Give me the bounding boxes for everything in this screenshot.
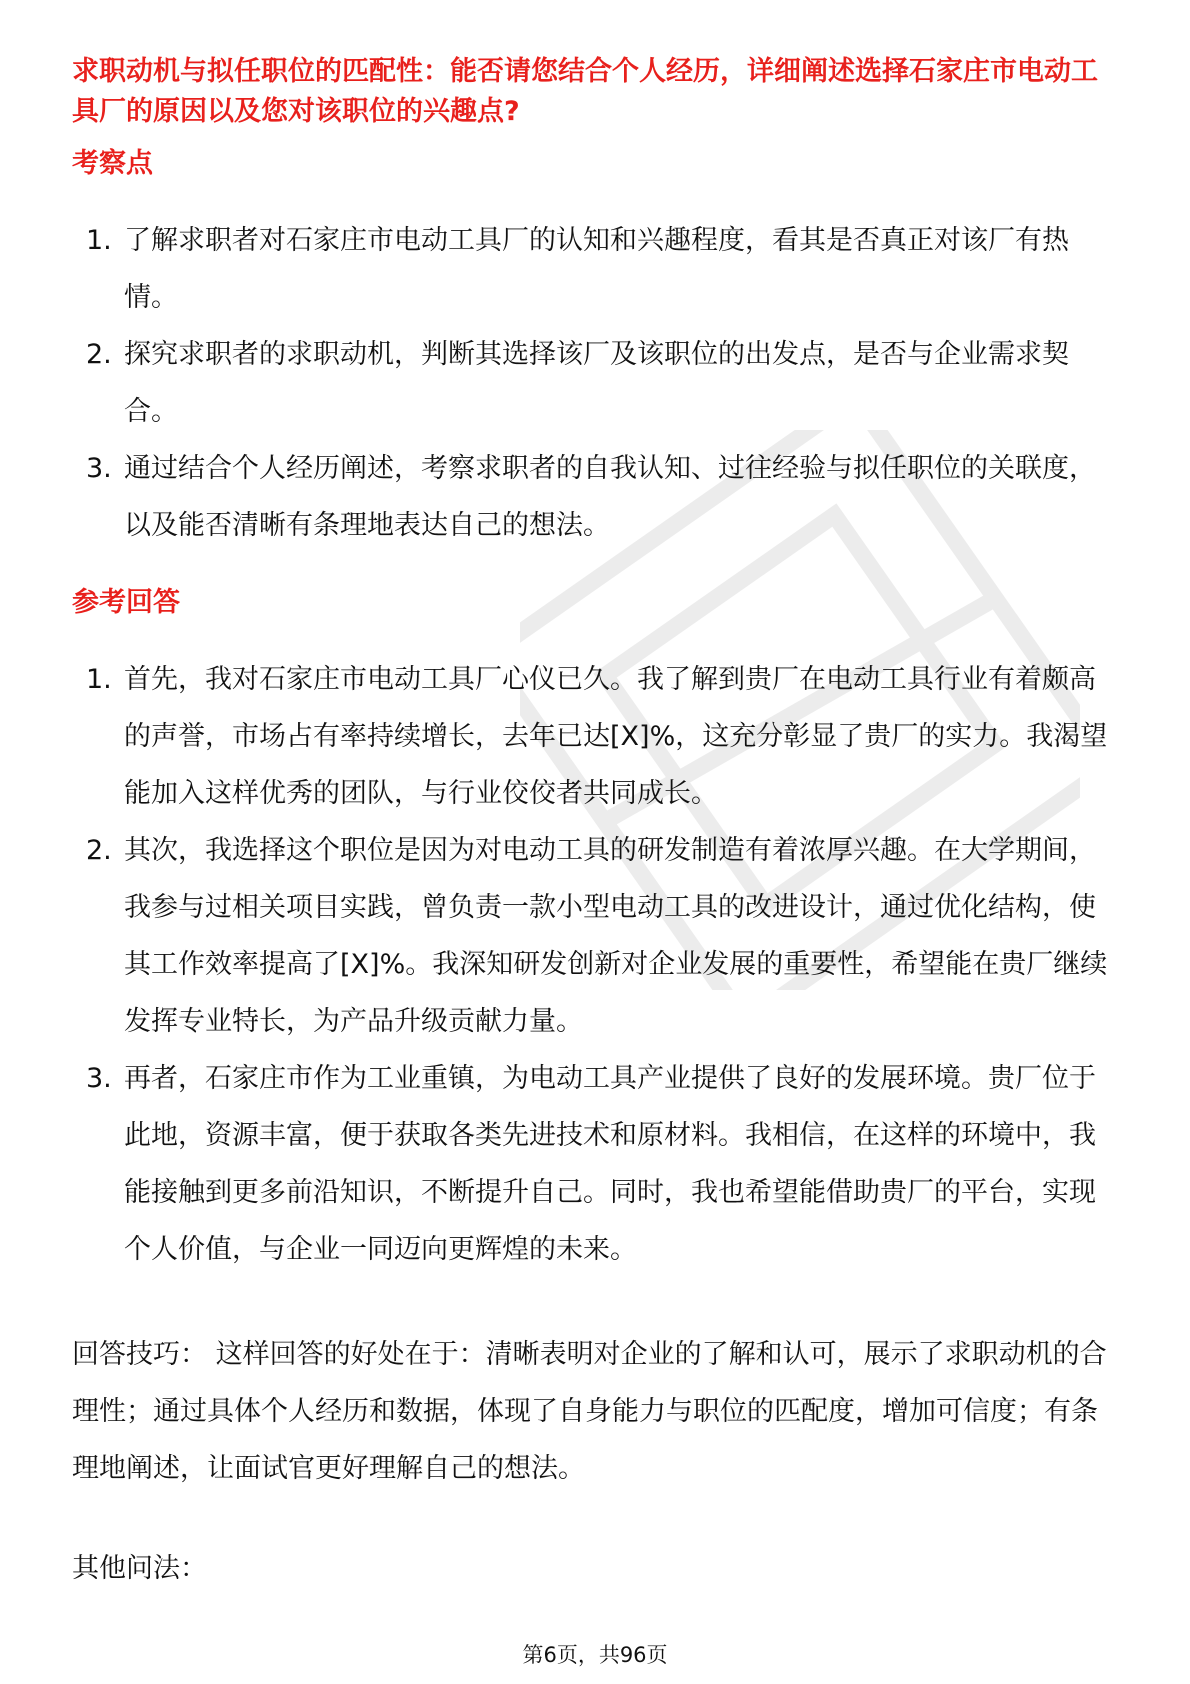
list-item-text: 再者，石家庄市作为工业重镇，为电动工具产业提供了良好的发展环境。贵厂位于此地，资源丰富，便于获取各类先进技术和原材料。我相信，在这样的环境中，我能接触到更多前沿知识，不断提升自己。同时，我也希望能借助贵厂的平台，实现个人价值，与企业一同迈向更辉煌的未来。 — [124, 1063, 1096, 1265]
list-item — [72, 326, 1122, 440]
list-item — [72, 440, 1122, 554]
list-item-text: 其次，我选择这个职位是因为对电动工具的研发制造有着浓厚兴趣。在大学期间，我参与过相关项目实践，曾负责一款小型电动工具的改进设计，通过优化结构，使其工作效率提高了[X]%。我深知研发创新对企业发展的重要性，希望能在贵厂继续发挥专业特长，为产品升级贡献力量。 — [124, 835, 1108, 1037]
list-item-text: 首先，我对石家庄市电动工具厂心仪已久。我了解到贵厂在电动工具行业有着颇高的声誉，市场占有率持续增长，去年已达[X]%，这充分彰显了贵厂的实力。我渴望能加入这样优秀的团队，与行业佼佼者共同成长。 — [124, 664, 1108, 809]
answer-tips: 回答技巧： 这样回答的好处在于：清晰表明对企业的了解和认可，展示了求职动机的合理性；通过具体个人经历和数据，体现了自身能力与职位的匹配度，增加可信度；有条理地阐述，让面试官更好理解自己的想法。 — [72, 1339, 1107, 1484]
list-item — [72, 212, 1122, 326]
list-item-number: 1. — [86, 225, 112, 256]
list-item — [72, 1050, 1122, 1278]
cankao-list — [72, 651, 1122, 1278]
list-item-number: 3. — [86, 453, 112, 484]
other-questions-label: 其他问法： — [72, 1553, 207, 1584]
list-item-number: 2. — [86, 835, 112, 866]
list-item-text: 通过结合个人经历阐述，考察求职者的自我认知、过往经验与拟任职位的关联度，以及能否清晰有条理地表达自己的想法。 — [124, 453, 1096, 541]
list-item-number: 3. — [86, 1063, 112, 1094]
list-item — [72, 651, 1122, 822]
question-title: 求职动机与拟任职位的匹配性：能否请您结合个人经历，详细阐述选择石家庄市电动工具厂的原因以及您对该职位的兴趣点? — [72, 56, 1098, 127]
list-item-number: 2. — [86, 339, 112, 370]
list-item-text: 探究求职者的求职动机，判断其选择该厂及该职位的出发点，是否与企业需求契合。 — [124, 339, 1069, 427]
section-heading-cankao: 参考回答 — [72, 587, 180, 618]
page-footer: 第6页，共96页 — [522, 1643, 668, 1667]
kaocha-list — [72, 212, 1122, 554]
list-item — [72, 822, 1122, 1050]
list-item-number: 1. — [86, 664, 112, 695]
list-item-text: 了解求职者对石家庄市电动工具厂的认知和兴趣程度，看其是否真正对该厂有热情。 — [124, 225, 1069, 313]
section-heading-kaocha: 考察点 — [72, 148, 153, 179]
